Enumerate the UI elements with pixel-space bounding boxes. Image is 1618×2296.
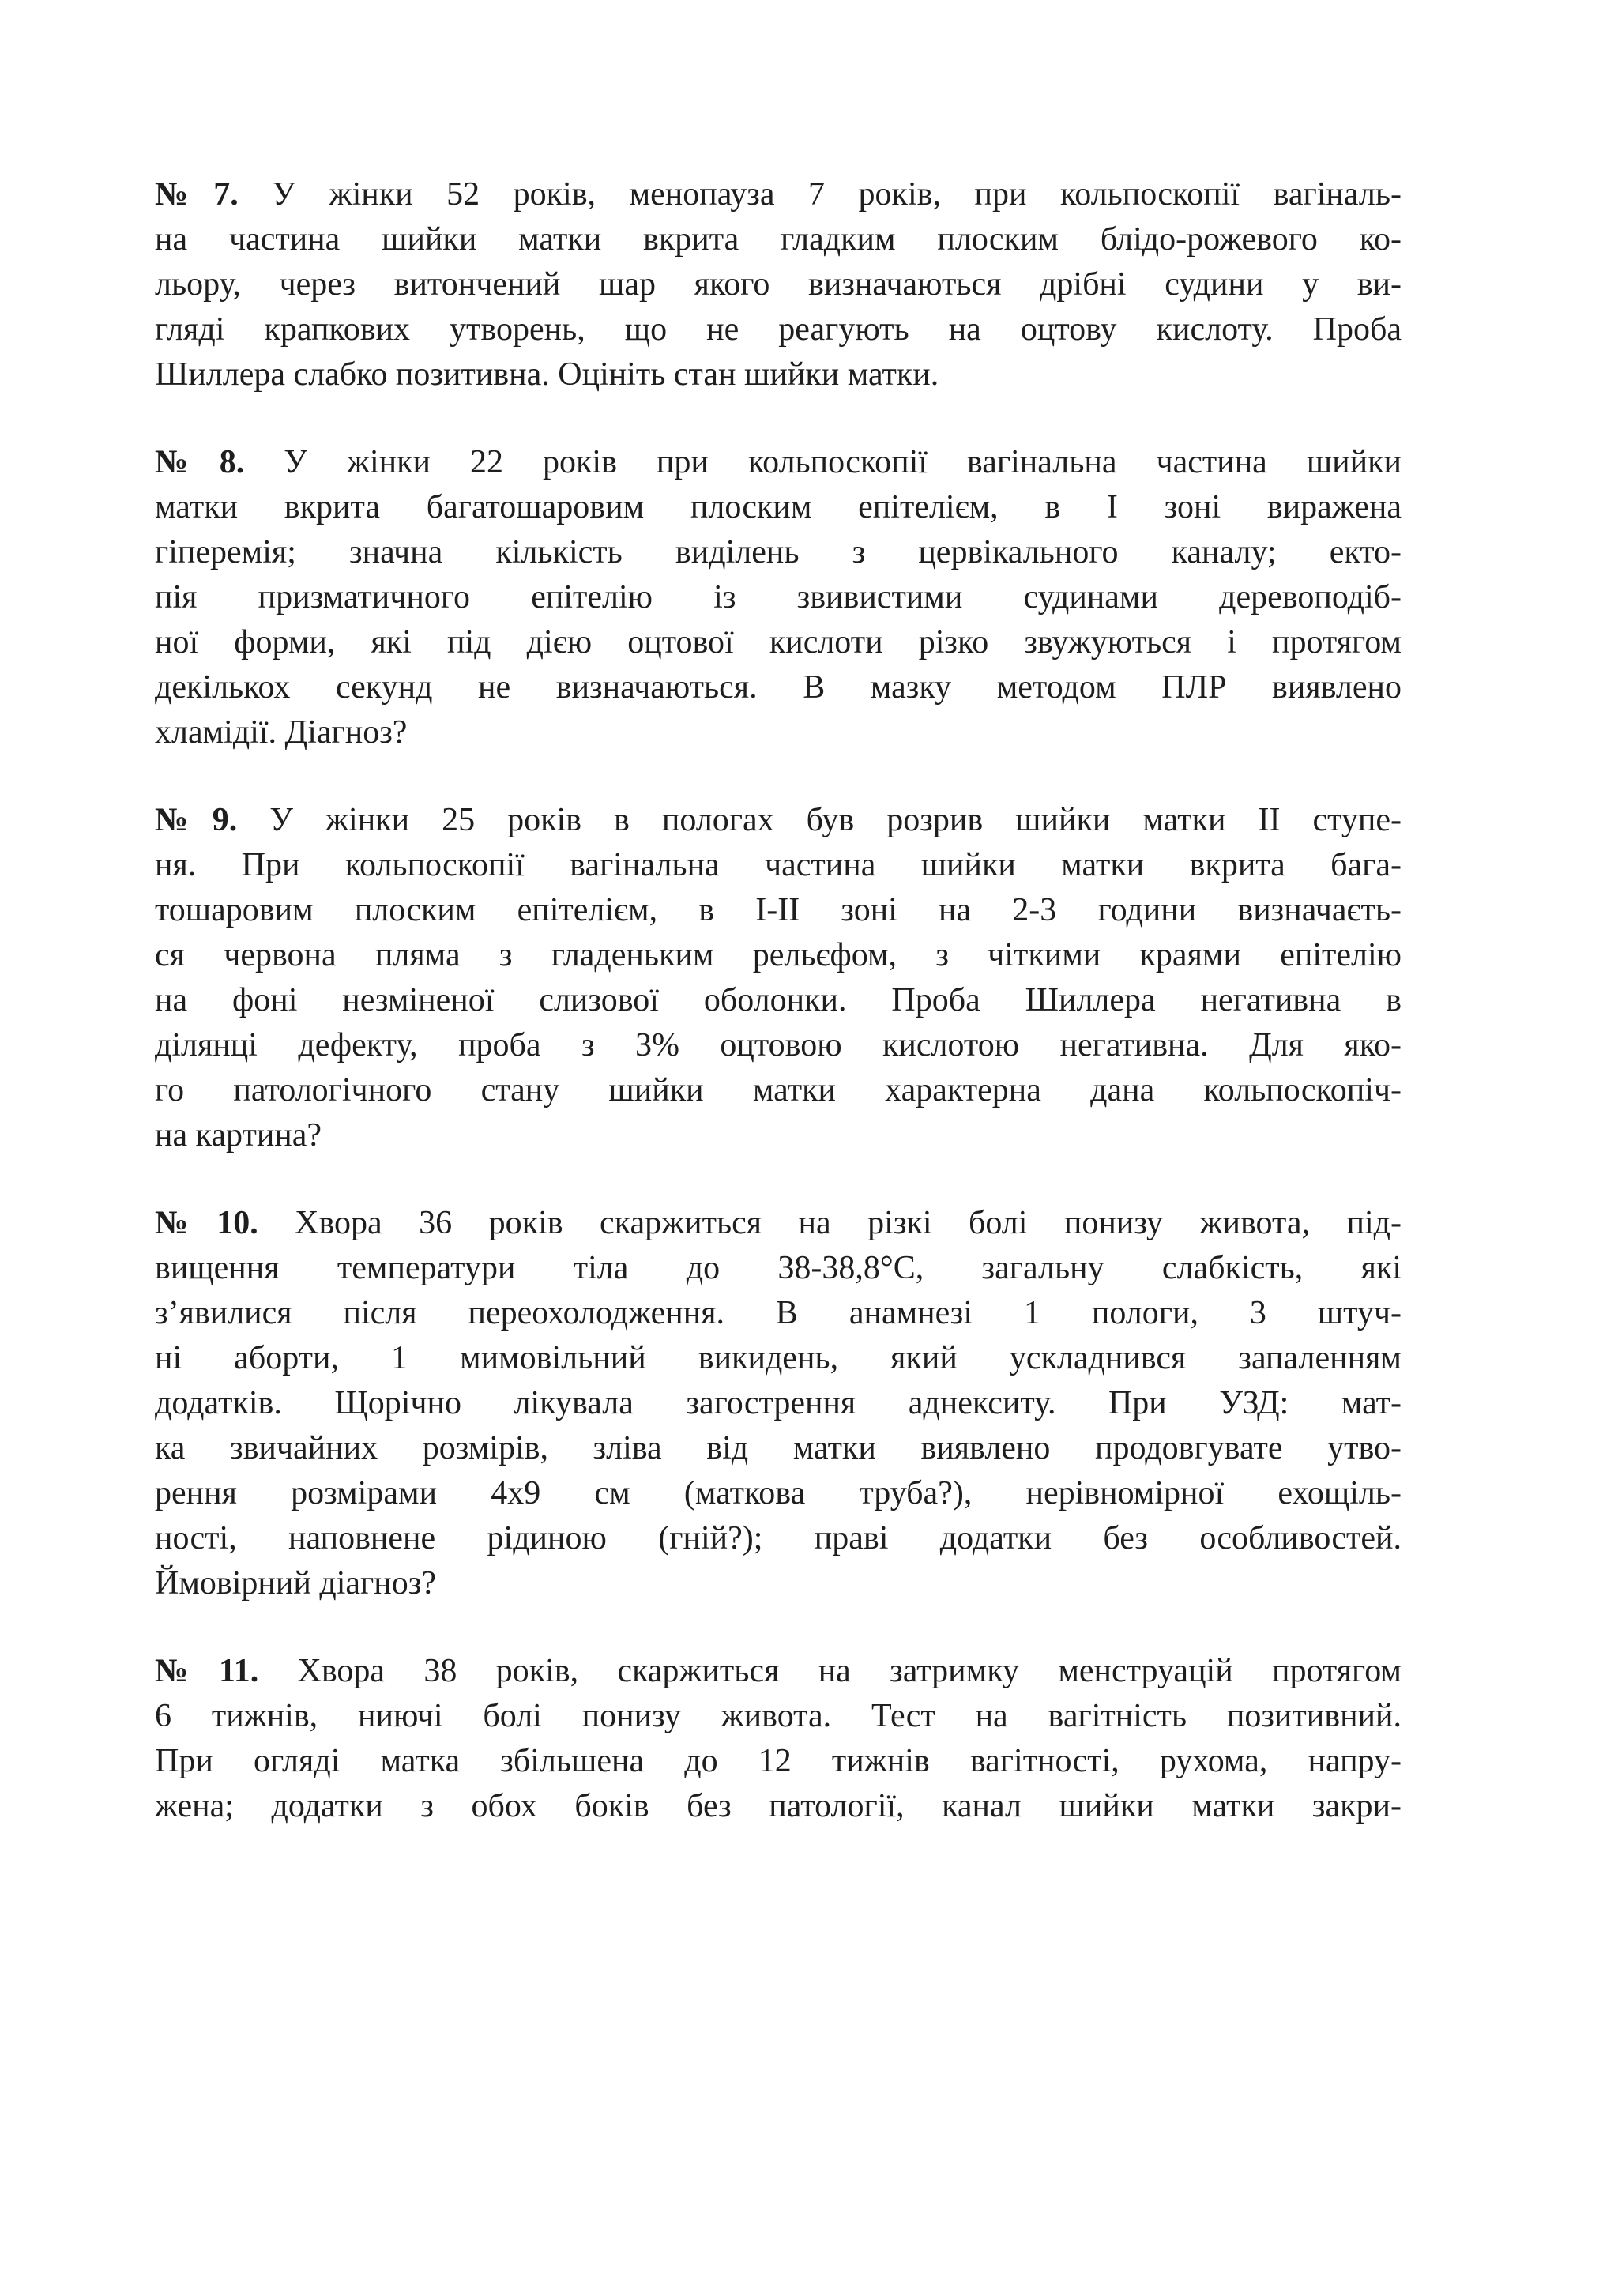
task-line: додатків. Щорічно лікувала загострення аднекситу. При УЗД: мат- (155, 1385, 1402, 1421)
task-8 (155, 440, 1402, 755)
task-line: хламідії. Діагноз? (155, 714, 408, 751)
task-line: ня. При кольпоскопії вагінальна частина шийки матки вкрита бага- (155, 847, 1402, 883)
task-line: Ймовірний діагноз? (155, 1565, 436, 1602)
task-line: ділянці дефекту, проба з 3% оцтовою кислотою негативна. Для яко- (155, 1027, 1402, 1063)
task-line: декількох секунд не визначаються. В мазку методом ПЛР виявлено (155, 669, 1402, 706)
task-line: го патологічного стану шийки матки характерна дана кольпоскопіч- (155, 1072, 1402, 1108)
task-line: ності, наповнене рідиною (гній?); праві додатки без особливостей. (155, 1520, 1402, 1556)
task-line: гляді крапкових утворень, що не реагують на оцтову кислоту. Проба (155, 311, 1402, 348)
task-number: №9. (155, 802, 238, 838)
task-9 (155, 798, 1402, 1158)
task-line: вищення температури тіла до 38-38,8°С, загальну слабкість, які (155, 1250, 1402, 1286)
task-line: тошаровим плоским епітелієм, в І-ІІ зоні на 2-3 години визначаєть- (155, 892, 1402, 928)
task-11 (155, 1649, 1402, 1829)
task-line: на картина? (155, 1117, 322, 1154)
task-line: на частина шийки матки вкрита гладким плоским блідо-рожевого ко- (155, 221, 1402, 258)
document-page (155, 172, 1402, 1872)
task-line: №7. У жінки 52 років, менопауза 7 років, при кольпоскопії вагіналь- (155, 176, 1402, 213)
task-line: ної форми, які під дією оцтової кислоти різко звужуються і протягом (155, 624, 1402, 661)
task-line: на фоні незміненої слизової оболонки. Проба Шиллера негативна в (155, 982, 1402, 1018)
task-7 (155, 172, 1402, 397)
task-line: №8. У жінки 22 років при кольпоскопії вагінальна частина шийки (155, 444, 1402, 480)
task-line: льору, через витончений шар якого визначаються дрібні судини у ви- (155, 266, 1402, 303)
task-line: При огляді матка збільшена до 12 тижнів вагітності, рухома, напру- (155, 1743, 1402, 1779)
task-line: ка звичайних розмірів, зліва від матки виявлено продовгувате утво- (155, 1430, 1402, 1466)
task-number: №7. (155, 176, 239, 213)
task-number: №10. (155, 1205, 258, 1241)
task-line: матки вкрита багатошаровим плоским епітелієм, в І зоні виражена (155, 489, 1402, 525)
task-line: 6 тижнів, ниючі болі понизу живота. Тест на вагітність позитивний. (155, 1698, 1402, 1734)
task-line: №11. Хвора 38 років, скаржиться на затримку менструацій протягом (155, 1653, 1402, 1689)
task-10 (155, 1201, 1402, 1606)
task-line: №10. Хвора 36 років скаржиться на різкі болі понизу живота, під- (155, 1205, 1402, 1241)
task-line: Шиллера слабко позитивна. Оцініть стан шийки матки. (155, 356, 939, 393)
task-line: жена; додатки з обох боків без патології, канал шийки матки закри- (155, 1788, 1402, 1824)
task-line: №9. У жінки 25 років в пологах був розрив шийки матки ІІ ступе- (155, 802, 1402, 838)
task-line: ся червона пляма з гладеньким рельєфом, з чіткими краями епітелію (155, 937, 1402, 973)
task-line: пія призматичного епітелію із звивистими судинами деревоподіб- (155, 579, 1402, 615)
task-line: з’явилися після переохолодження. В анамнезі 1 пологи, 3 штуч- (155, 1295, 1402, 1331)
task-number: №11. (155, 1653, 259, 1689)
task-line: ні аборти, 1 мимовільний викидень, який ускладнився запаленням (155, 1340, 1402, 1376)
task-number: №8. (155, 444, 245, 480)
task-line: гіперемія; значна кількість виділень з цервікального каналу; екто- (155, 534, 1402, 570)
task-line: рення розмірами 4х9 см (маткова труба?), нерівномірної ехощіль- (155, 1475, 1402, 1511)
